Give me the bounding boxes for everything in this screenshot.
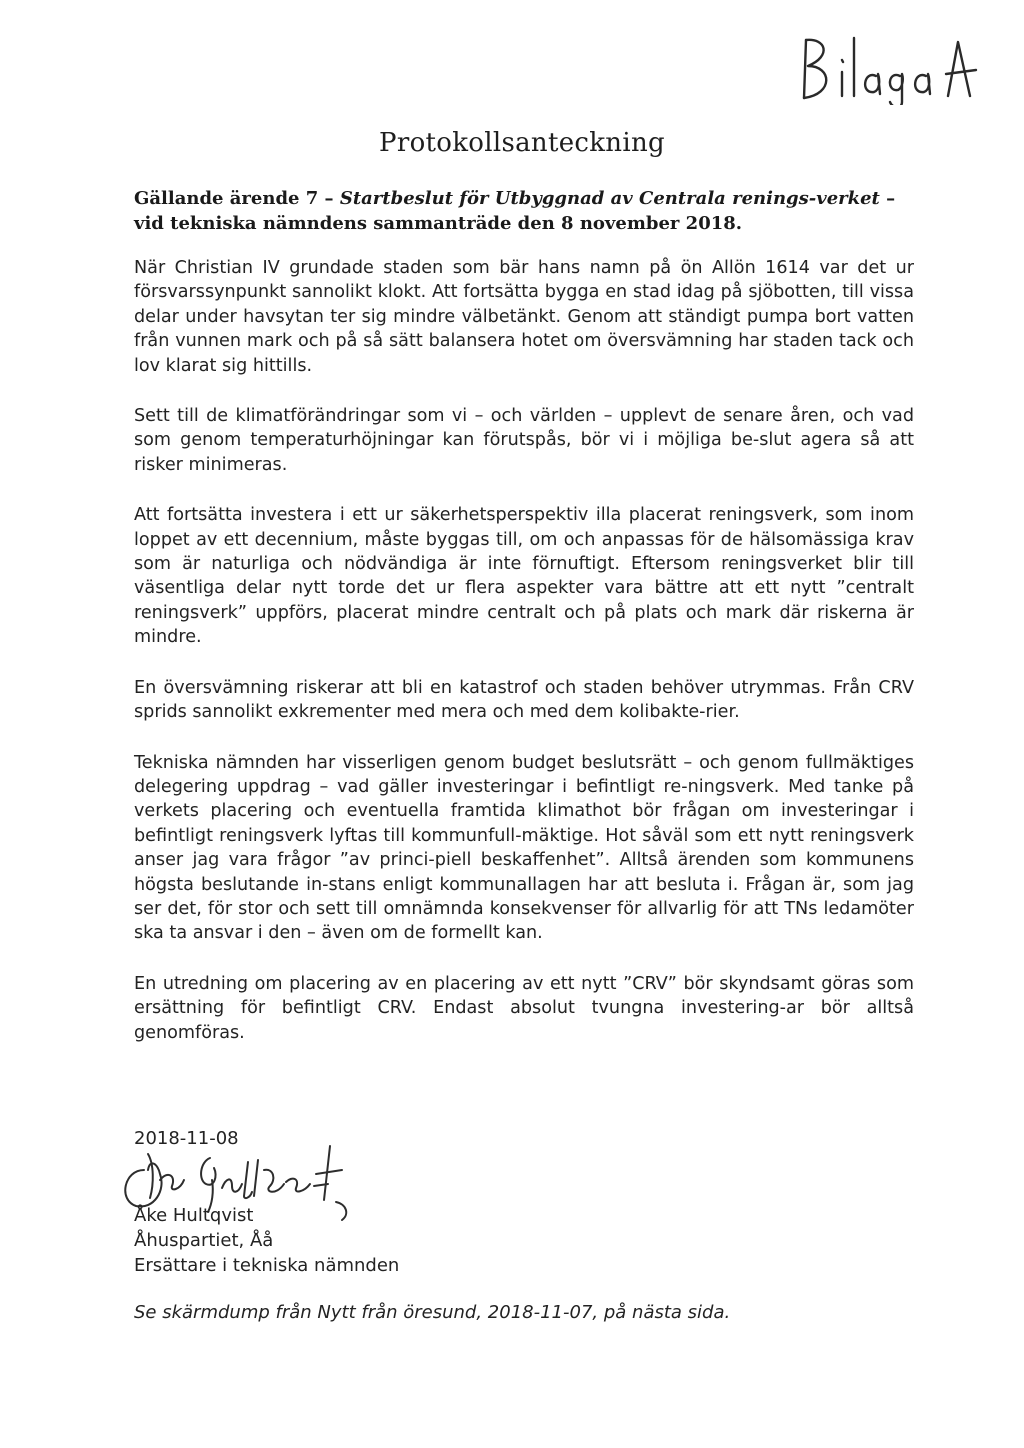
- paragraph: När Christian IV grundade staden som bär hans namn på ön Allön 1614 var det ur försvarssynpunkt sannolikt klokt. Att fortsätta bygga en stad idag på sjöbotten, till vissa delar under havsytan ter sig mindre välbetänkt. Genom att ständigt pumpa bort vatten från vunnen mark och på så sätt balansera hotet om översvämning har staden tack och lov klarat sig hittills.: [134, 258, 914, 376]
- signatory-name: Åke Hultqvist: [134, 1205, 254, 1226]
- paragraph: En utredning om placering av en placering av ett nytt ”CRV” bör skyndsamt göras som ersättning för befintligt CRV. Endast absolut tvungna investering-ar bör alltså genomföras.: [134, 973, 914, 1043]
- paragraph: Att fortsätta investera i ett ur säkerhetsperspektiv illa placerat reningsverk, som inom loppet av ett decennium, måste byggas till, om och anpassas för de hälsomässiga krav som är naturliga och nödvändiga är inte förnuftigt. Eftersom reningsverket blir till väsentliga delar nytt torde det ur flera aspekter vara bättre att ett nytt ”centralt reningsverk” uppförs, placerat mindre centralt och på plats och mark där riskerna är mindre.: [134, 505, 914, 648]
- paragraph: En översvämning riskerar att bli en katastrof och staden behöver utrymmas. Från CRV sprids sannolikt exkrementer med mera och med dem kolibakte-rier.: [134, 677, 914, 723]
- handwritten-annex-mark: [798, 30, 978, 105]
- body-text: [134, 256, 914, 1071]
- paragraph: Sett till de klimatförändringar som vi – och världen – upplevt de senare åren, och vad som genom temperaturhöjningar kan förutspås, bör vi i möjliga be-slut agera så att risker minimeras.: [134, 406, 914, 475]
- signature-block: [134, 1203, 399, 1278]
- subject-line: [134, 186, 914, 236]
- footnote: Se skärmdump från Nytt från öresund, 2018-11-07, på nästa sida.: [134, 1302, 731, 1323]
- subject-suffix: – vid tekniska nämndens sammanträde den 8 november 2018.: [134, 188, 896, 234]
- signatory-role: Ersättare i tekniska nämnden: [134, 1255, 400, 1276]
- paragraph: Tekniska nämnden har visserligen genom budget beslutsrätt – och genom fullmäktiges delegering uppdrag – vad gäller investeringar i befintligt re-ningsverk. Med tanke på verkets placering och eventuella framtida klimathot bör frågan om investeringar i befintligt reningsverk lyftas till kommunfull-mäktige. Hot såväl som ett nytt reningsverk anser jag vara frågor ”av princi-piell beskaffenhet”. Alltså ärenden som kommunens högsta beslutande in-stans enligt kommunallagen har att besluta i. Frågan är, som jag ser det, för stor och sett till omnämnda konsekvenser för allvarlig för att TNs ledamöter ska ta ansvar i den – även om de formellt kan.: [134, 752, 914, 944]
- document-title: Protokollsanteckning: [379, 128, 665, 158]
- document-date: 2018-11-08: [134, 1128, 239, 1149]
- subject-matter: Startbeslut för Utbyggnad av Centrala renings-verket: [339, 188, 880, 209]
- signatory-party: Åhuspartiet, Åå: [134, 1230, 274, 1251]
- subject-prefix: Gällande ärende 7 –: [134, 188, 340, 209]
